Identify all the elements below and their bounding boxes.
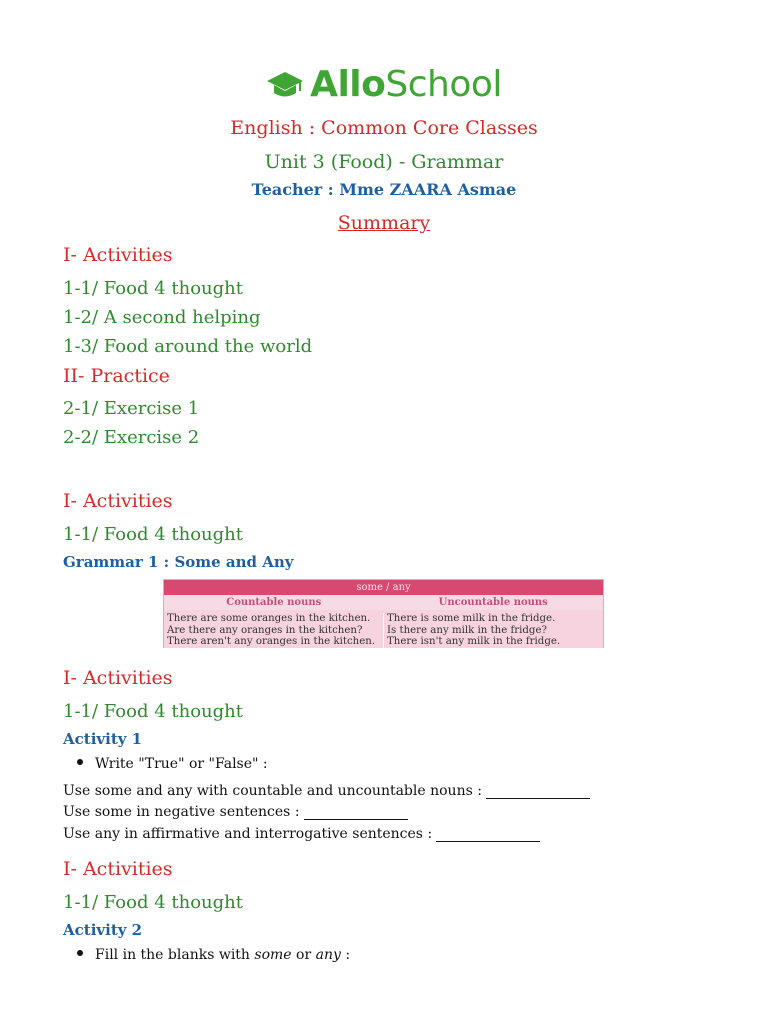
exercise-text: Use any in affirmative and interrogative sentences : — [63, 826, 433, 842]
header-countable: Countable nouns — [226, 597, 322, 608]
subsection-heading: 1-1/ Food 4 thought — [63, 892, 243, 913]
instruction-or: or — [291, 947, 316, 963]
table-cell: Are there any oranges in the kitchen? — [167, 624, 363, 636]
logo-school: School — [385, 64, 502, 105]
exercise-line — [63, 804, 408, 820]
exercise-text: Use some in negative sentences : — [63, 804, 300, 820]
instruction-text: Fill in the blanks with — [95, 947, 255, 963]
subsection-heading: 1-1/ Food 4 thought — [63, 701, 243, 722]
table-cell: Is there any milk in the fridge? — [387, 624, 547, 636]
table-cell: There aren't any oranges in the kitchen. — [167, 636, 376, 647]
course-title: English : Common Core Classes — [230, 117, 538, 139]
instruction-end: : — [340, 947, 351, 963]
exercise-line — [63, 826, 540, 842]
table-cell: There is some milk in the fridge. — [387, 613, 556, 624]
uncountable-column — [383, 613, 603, 648]
summary-item: 2-1/ Exercise 1 — [63, 398, 200, 419]
bullet-instruction — [77, 947, 350, 963]
table-header-row — [164, 595, 603, 610]
graduation-cap-icon — [266, 70, 304, 100]
some-any-table — [163, 579, 604, 648]
section-heading: I- Activities — [63, 858, 173, 880]
answer-blank[interactable] — [486, 784, 590, 799]
table-body — [164, 610, 603, 648]
subsection-heading: 1-1/ Food 4 thought — [63, 524, 243, 545]
activity-heading: Activity 2 — [63, 921, 143, 939]
instruction-text: Write "True" or "False" : — [95, 756, 268, 772]
header-uncountable: Uncountable nouns — [438, 597, 548, 608]
bullet-icon — [77, 950, 83, 956]
countable-column — [164, 613, 383, 648]
grammar-heading: Grammar 1 : Some and Any — [63, 553, 294, 571]
bullet-icon — [77, 759, 83, 765]
exercise-line — [63, 783, 590, 799]
table-title: some / any — [164, 580, 603, 595]
bullet-instruction — [77, 756, 268, 772]
unit-title: Unit 3 (Food) - Grammar — [264, 151, 504, 173]
summary-heading: Summary — [337, 212, 431, 234]
summary-item: 1-3/ Food around the world — [63, 336, 313, 357]
summary-item: 2-2/ Exercise 2 — [63, 427, 200, 448]
table-cell: There isn't any milk in the fridge. — [387, 636, 561, 647]
answer-blank[interactable] — [436, 827, 540, 842]
section-heading: I- Activities — [63, 490, 173, 512]
exercise-text: Use some and any with countable and uncountable nouns : — [63, 783, 482, 799]
instruction-any: any — [315, 947, 341, 963]
summary-section-practice: II- Practice — [63, 365, 170, 387]
teacher-name: Teacher : Mme ZAARA Asmae — [251, 180, 517, 199]
instruction-some: some — [254, 947, 292, 963]
answer-blank[interactable] — [304, 805, 408, 820]
alloschool-logo — [0, 64, 768, 105]
section-heading: I- Activities — [63, 667, 173, 689]
activity-heading: Activity 1 — [63, 730, 143, 748]
summary-item: 1-1/ Food 4 thought — [63, 278, 243, 299]
summary-section-activities: I- Activities — [63, 244, 173, 266]
summary-item: 1-2/ A second helping — [63, 307, 261, 328]
logo-allo: Allo — [310, 64, 386, 105]
table-cell: There are some oranges in the kitchen. — [167, 613, 371, 624]
